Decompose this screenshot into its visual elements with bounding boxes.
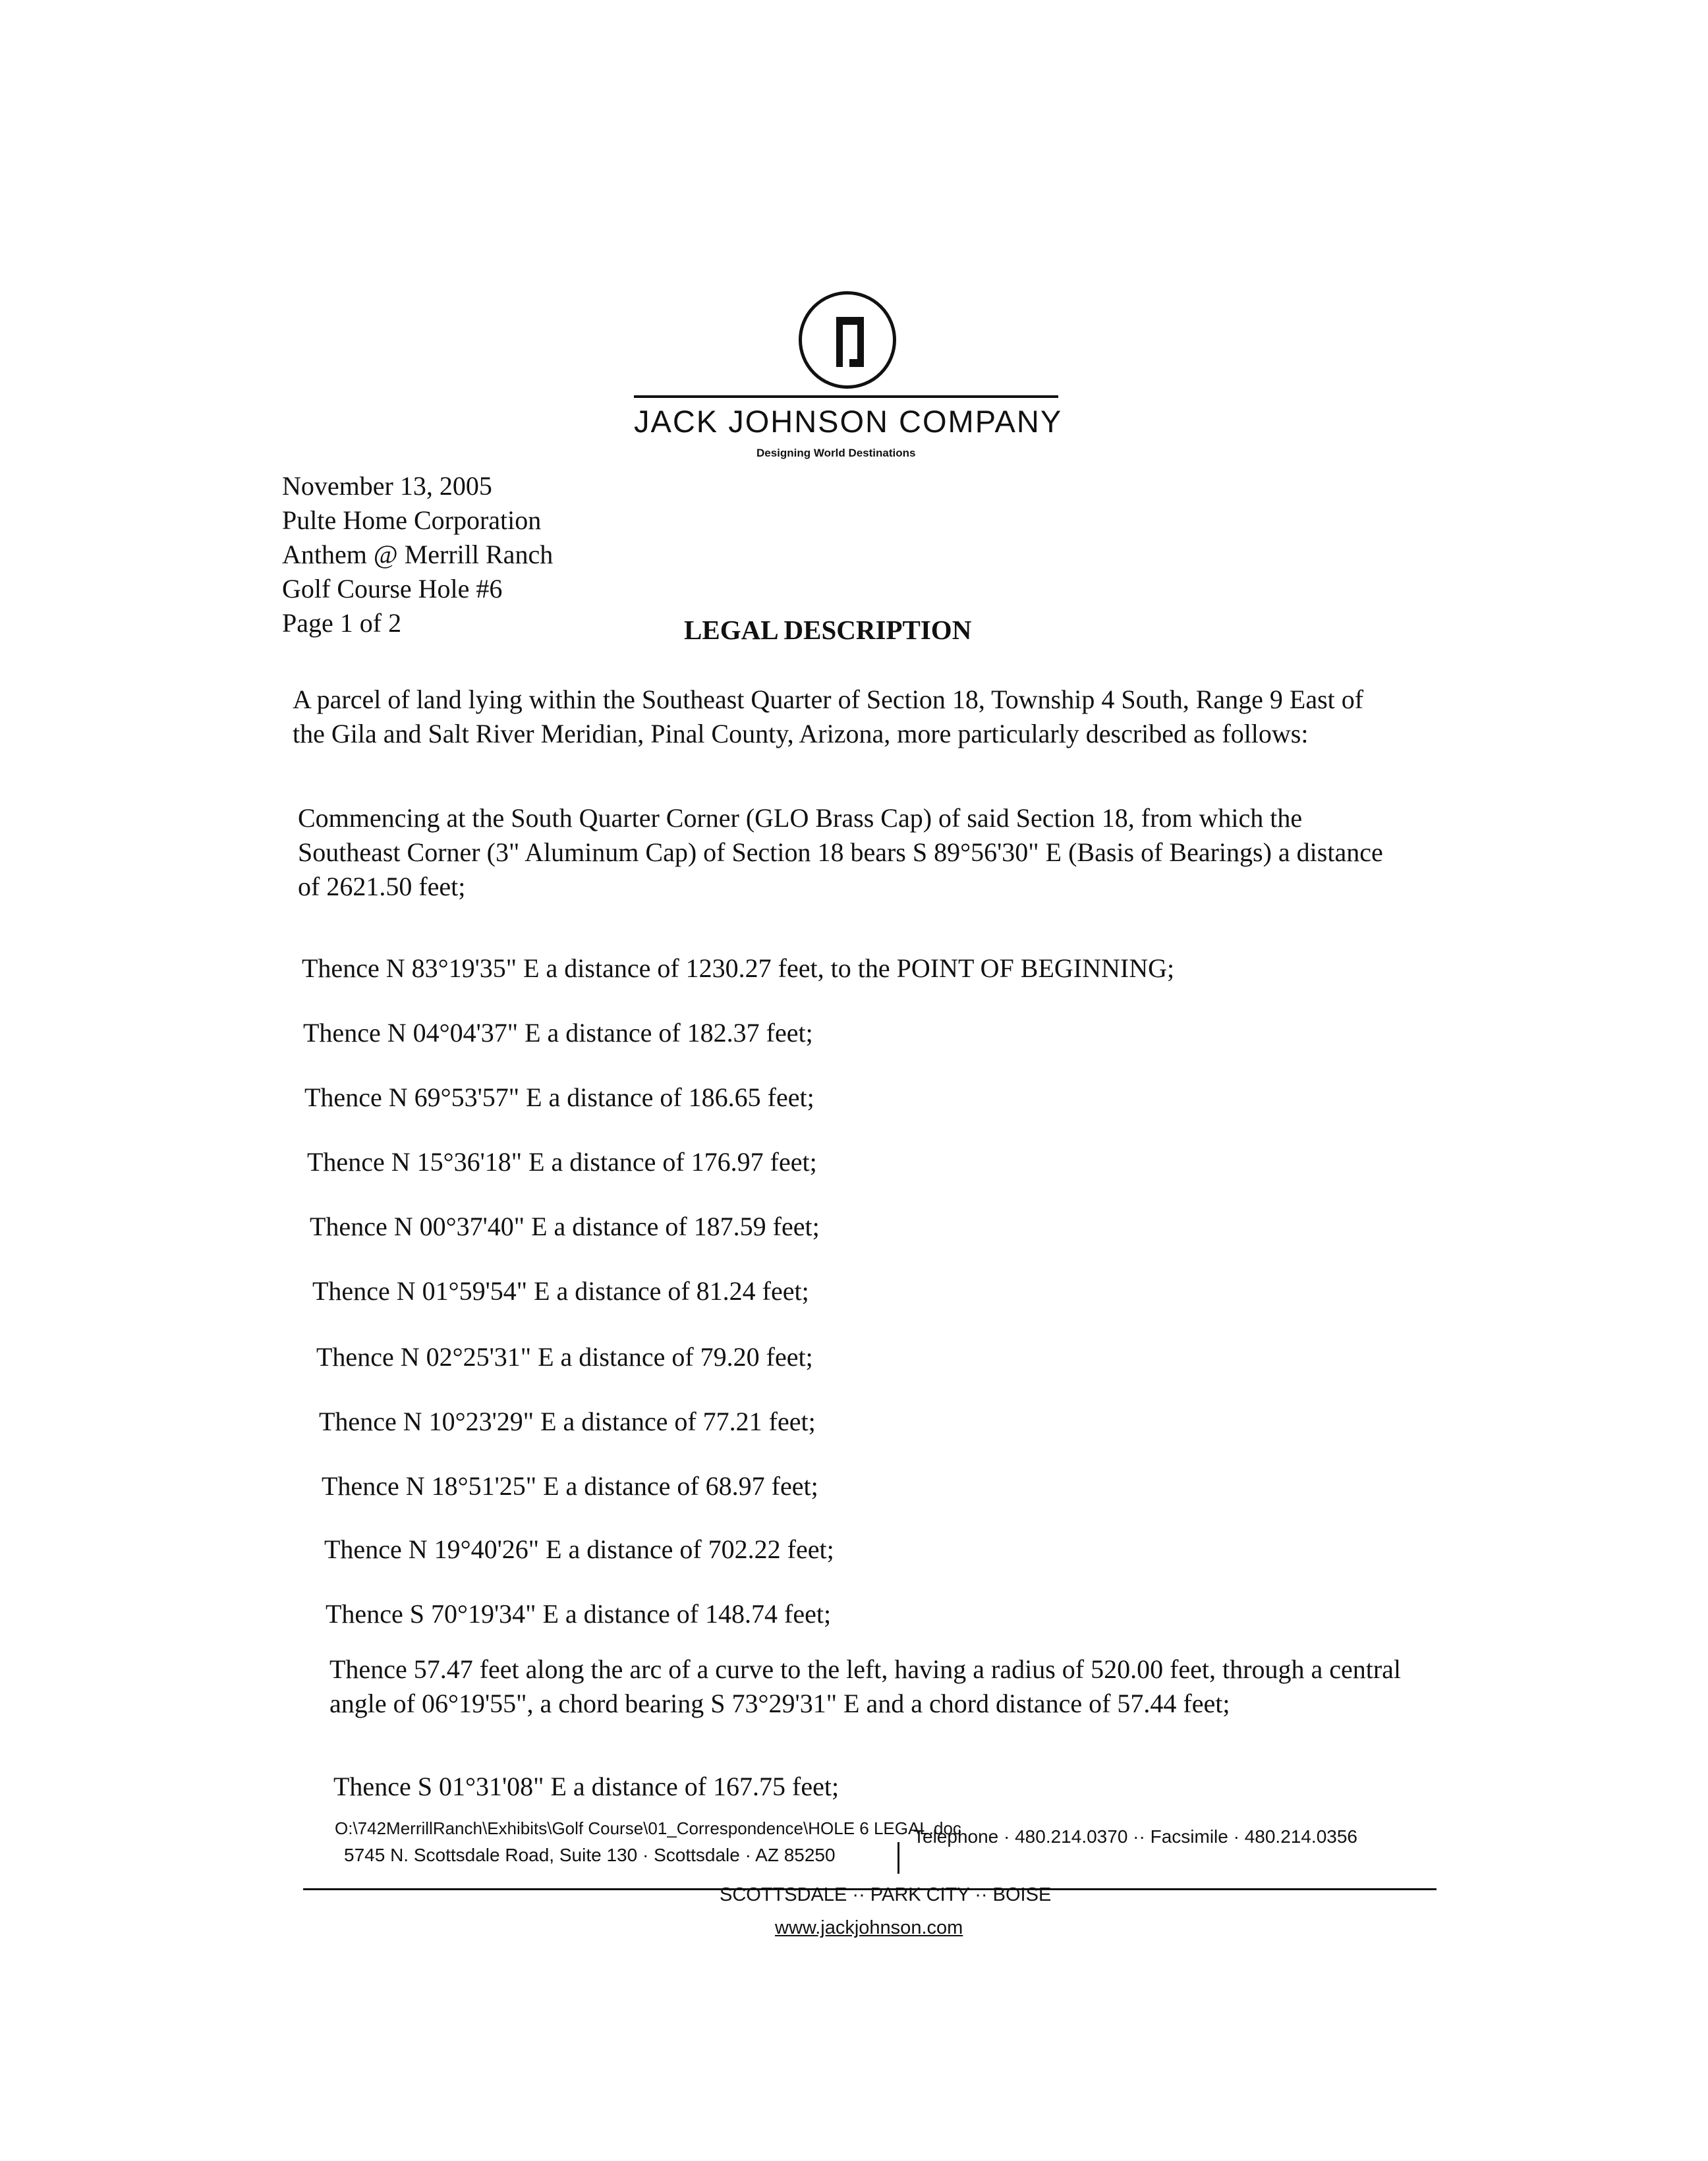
- intro-paragraph: A parcel of land lying within the Southeast Quarter of Section 18, Township 4 South, Range 9 East of the Gila and Salt River Meridian, Pinal County, Arizona, more particularly described as follows:: [293, 685, 1364, 748]
- course-line: Thence S 01°31'08" E a distance of 167.75 feet;: [333, 1772, 840, 1801]
- course-line: Thence N 18°51'25" E a distance of 68.97 feet;: [322, 1471, 818, 1501]
- footer-divider: [897, 1842, 899, 1874]
- company-contact: Telephone · 480.214.0370 ·· Facsimile · 480.214.0356: [913, 1826, 1357, 1847]
- page-number: Page 1 of 2: [282, 608, 402, 638]
- document-title: LEGAL DESCRIPTION: [684, 615, 972, 645]
- course-line: Thence N 15°36'18" E a distance of 176.97 feet;: [307, 1147, 817, 1177]
- project-name: Anthem @ Merrill Ranch: [282, 540, 554, 569]
- document-header: [282, 469, 743, 640]
- logo-monogram-icon: [831, 313, 869, 371]
- company-logo-icon: [799, 291, 896, 389]
- course-line: Thence N 01°59'54" E a distance of 81.24 feet;: [312, 1276, 809, 1306]
- course-line: Thence S 70°19'34" E a distance of 148.74 feet;: [326, 1599, 832, 1629]
- curve-course-paragraph: Thence 57.47 feet along the arc of a curve to the left, having a radius of 520.00 feet, through a central angle of 06°19'55", a chord bearing S 73°29'31" E and a chord distance of 57.44 feet;: [329, 1654, 1402, 1718]
- course-line: Thence N 69°53'57" E a distance of 186.65 feet;: [304, 1082, 814, 1112]
- course-line: Thence N 19°40'26" E a distance of 702.22 feet;: [324, 1534, 834, 1564]
- course-line: Thence N 02°25'31" E a distance of 79.20 feet;: [316, 1342, 813, 1372]
- company-name: JACK JOHNSON COMPANY: [634, 404, 1063, 439]
- client-name: Pulte Home Corporation: [282, 505, 542, 535]
- letterhead-rule: [634, 395, 1058, 398]
- course-line: Thence N 10°23'29" E a distance of 77.21 feet;: [319, 1407, 816, 1436]
- office-locations: SCOTTSDALE ·· PARK CITY ·· BOISE: [720, 1884, 1052, 1905]
- document-date: November 13, 2005: [282, 471, 492, 501]
- commencing-paragraph: Commencing at the South Quarter Corner (GLO Brass Cap) of said Section 18, from which the Southeast Corner (3" Aluminum Cap) of Section 18 bears S 89°56'30" E (Basis of Bearings) a distance of 2621.50 feet;: [298, 803, 1383, 901]
- course-line: Thence N 83°19'35" E a distance of 1230.27 feet, to the POINT OF BEGINNING;: [302, 953, 1175, 983]
- course-line: Thence N 00°37'40" E a distance of 187.59 feet;: [310, 1212, 820, 1241]
- document-subject: Golf Course Hole #6: [282, 574, 503, 603]
- course-line: Thence N 04°04'37" E a distance of 182.37 feet;: [303, 1018, 813, 1048]
- company-tagline: Designing World Destinations: [756, 447, 916, 459]
- file-path: O:\742MerrillRanch\Exhibits\Golf Course\01_Correspondence\HOLE 6 LEGAL.doc: [335, 1818, 961, 1838]
- company-address: 5745 N. Scottsdale Road, Suite 130 · Scottsdale · AZ 85250: [344, 1845, 836, 1865]
- website-link[interactable]: www.jackjohnson.com: [775, 1917, 963, 1938]
